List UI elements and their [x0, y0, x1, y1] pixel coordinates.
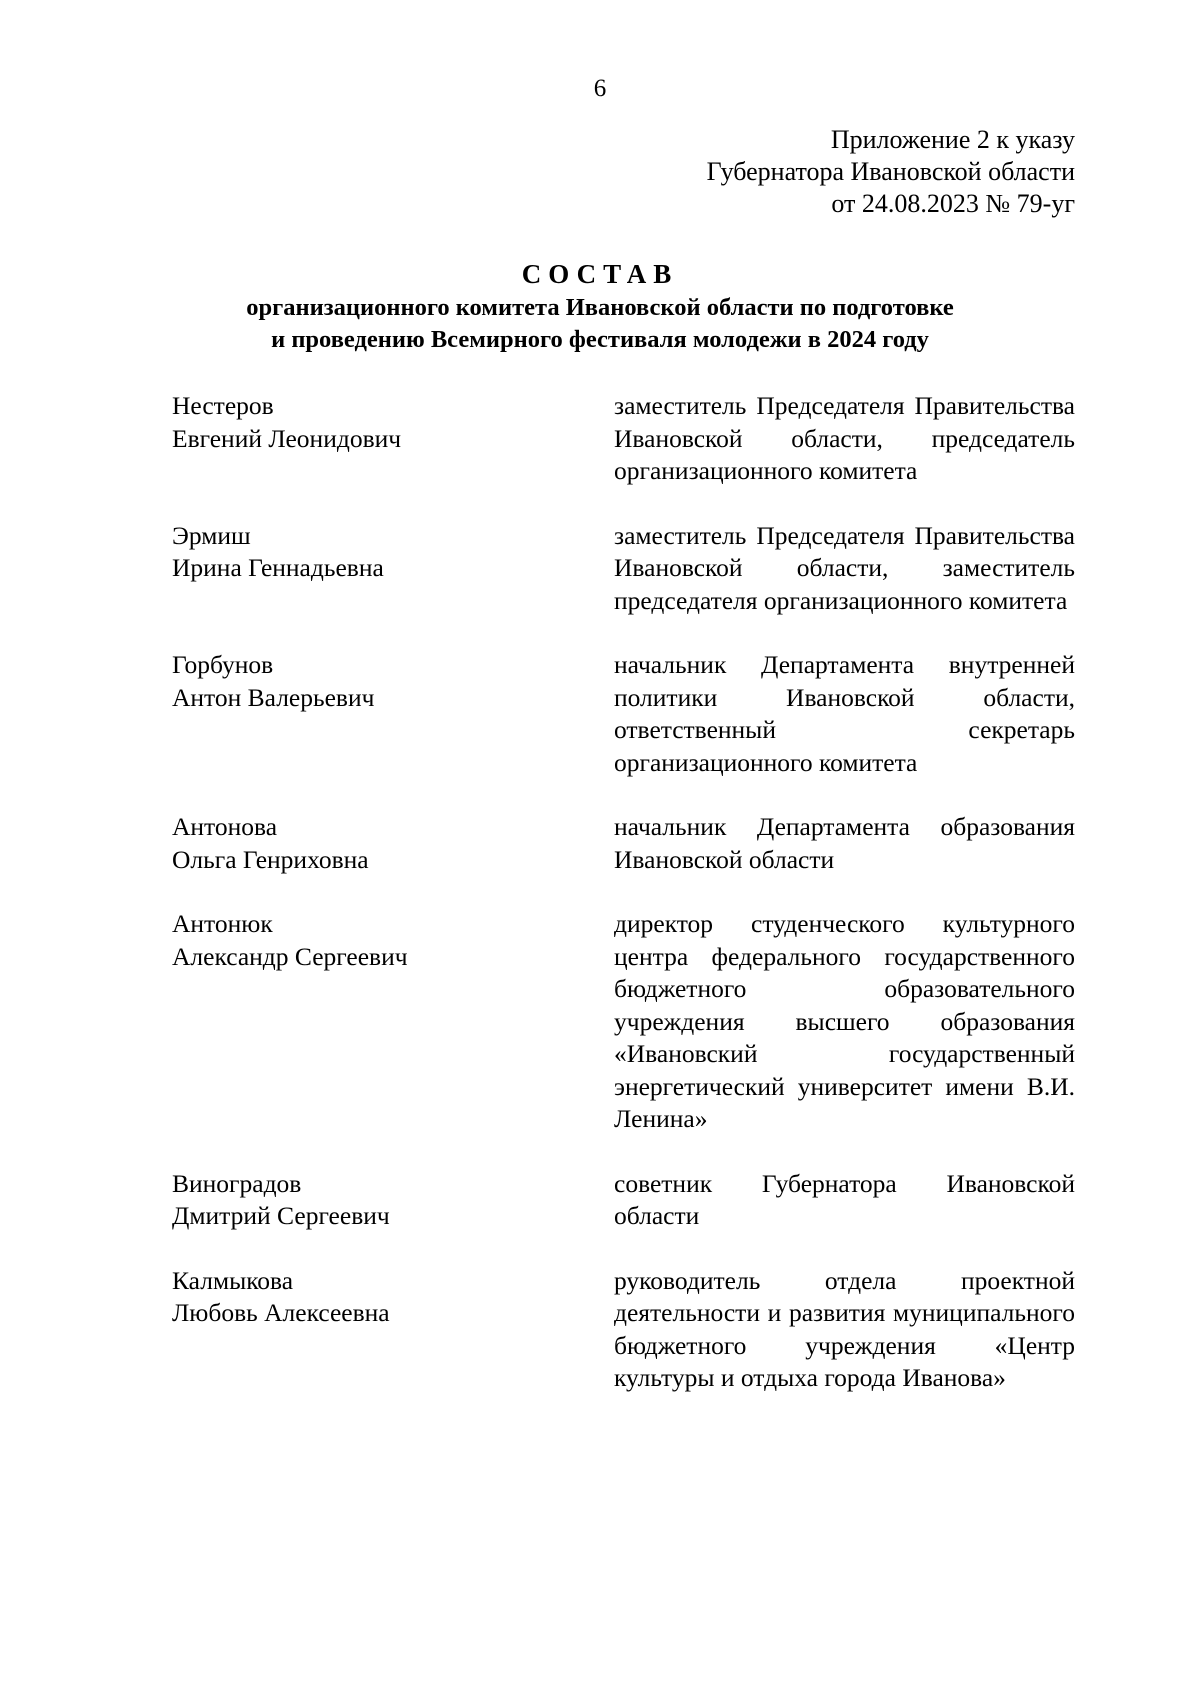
member-name — [172, 649, 614, 779]
member-surname: Антонова — [172, 812, 278, 841]
member-given-name: Ольга Генриховна — [172, 844, 369, 874]
member-surname: Антонюк — [172, 909, 273, 938]
member-entry — [172, 1168, 1075, 1233]
member-surname: Эрмиш — [172, 520, 251, 550]
title-subtitle-line: и проведению Всемирного фестиваля молодежи в 2024 году — [271, 326, 929, 353]
member-given-name: Александр Сергеевич — [172, 941, 408, 971]
member-position: директор студенческого культурного центра федерального государственного бюджетного образовательного учреждения высшего образования «Ивановский государственный энергетический университет имени В.И. Ленина» — [614, 909, 1075, 1133]
member-entry — [172, 520, 1075, 618]
member-given-name: Евгений Леонидович — [172, 423, 402, 453]
appendix-line: Приложение 2 к указу — [830, 125, 1075, 154]
member-name — [172, 390, 614, 488]
member-position: заместитель Председателя Правительства Ивановской области, председатель организационного комитета — [614, 391, 1075, 485]
member-position: заместитель Председателя Правительства Ивановской области, заместитель председателя организационного комитета — [614, 520, 1075, 615]
appendix-line: Губернатора Ивановской области — [706, 157, 1075, 186]
member-given-name: Любовь Алексеевна — [172, 1298, 390, 1327]
member-entry — [172, 811, 1075, 876]
member-surname: Калмыкова — [172, 1265, 294, 1295]
title-main: СОСТАВ — [521, 259, 679, 289]
member-given-name: Ирина Геннадьевна — [172, 553, 384, 582]
member-position: начальник Департамента внутренней политики Ивановской области, ответственный секретарь организационного комитета — [614, 650, 1075, 777]
member-entry — [172, 649, 1075, 779]
member-given-name: Дмитрий Сергеевич — [172, 1201, 390, 1230]
member-entry — [172, 390, 1075, 488]
member-position: советник Губернатора Ивановской области — [614, 1168, 1075, 1230]
member-name — [172, 908, 614, 1136]
committee-members-list — [172, 390, 1075, 1427]
member-given-name: Антон Валерьевич — [172, 682, 375, 712]
title-subtitle-line: организационного комитета Ивановской области по подготовке — [246, 294, 954, 321]
appendix-reference — [707, 124, 1075, 220]
member-surname: Виноградов — [172, 1168, 302, 1198]
member-surname: Горбунов — [172, 650, 274, 679]
member-surname: Нестеров — [172, 391, 274, 420]
document-title — [0, 256, 1200, 356]
member-entry — [172, 1265, 1075, 1395]
page-number: 6 — [593, 75, 607, 102]
member-name — [172, 811, 614, 876]
member-name — [172, 1168, 614, 1233]
appendix-line: от 24.08.2023 № 79-уг — [831, 189, 1075, 218]
member-entry — [172, 908, 1075, 1136]
member-name — [172, 520, 614, 618]
member-position: руководитель отдела проектной деятельности и развития муниципального бюджетного учреждения «Центр культуры и отдыха города Иванова» — [614, 1265, 1075, 1392]
member-name — [172, 1265, 614, 1395]
member-position: начальник Департамента образования Ивановской области — [614, 812, 1075, 874]
